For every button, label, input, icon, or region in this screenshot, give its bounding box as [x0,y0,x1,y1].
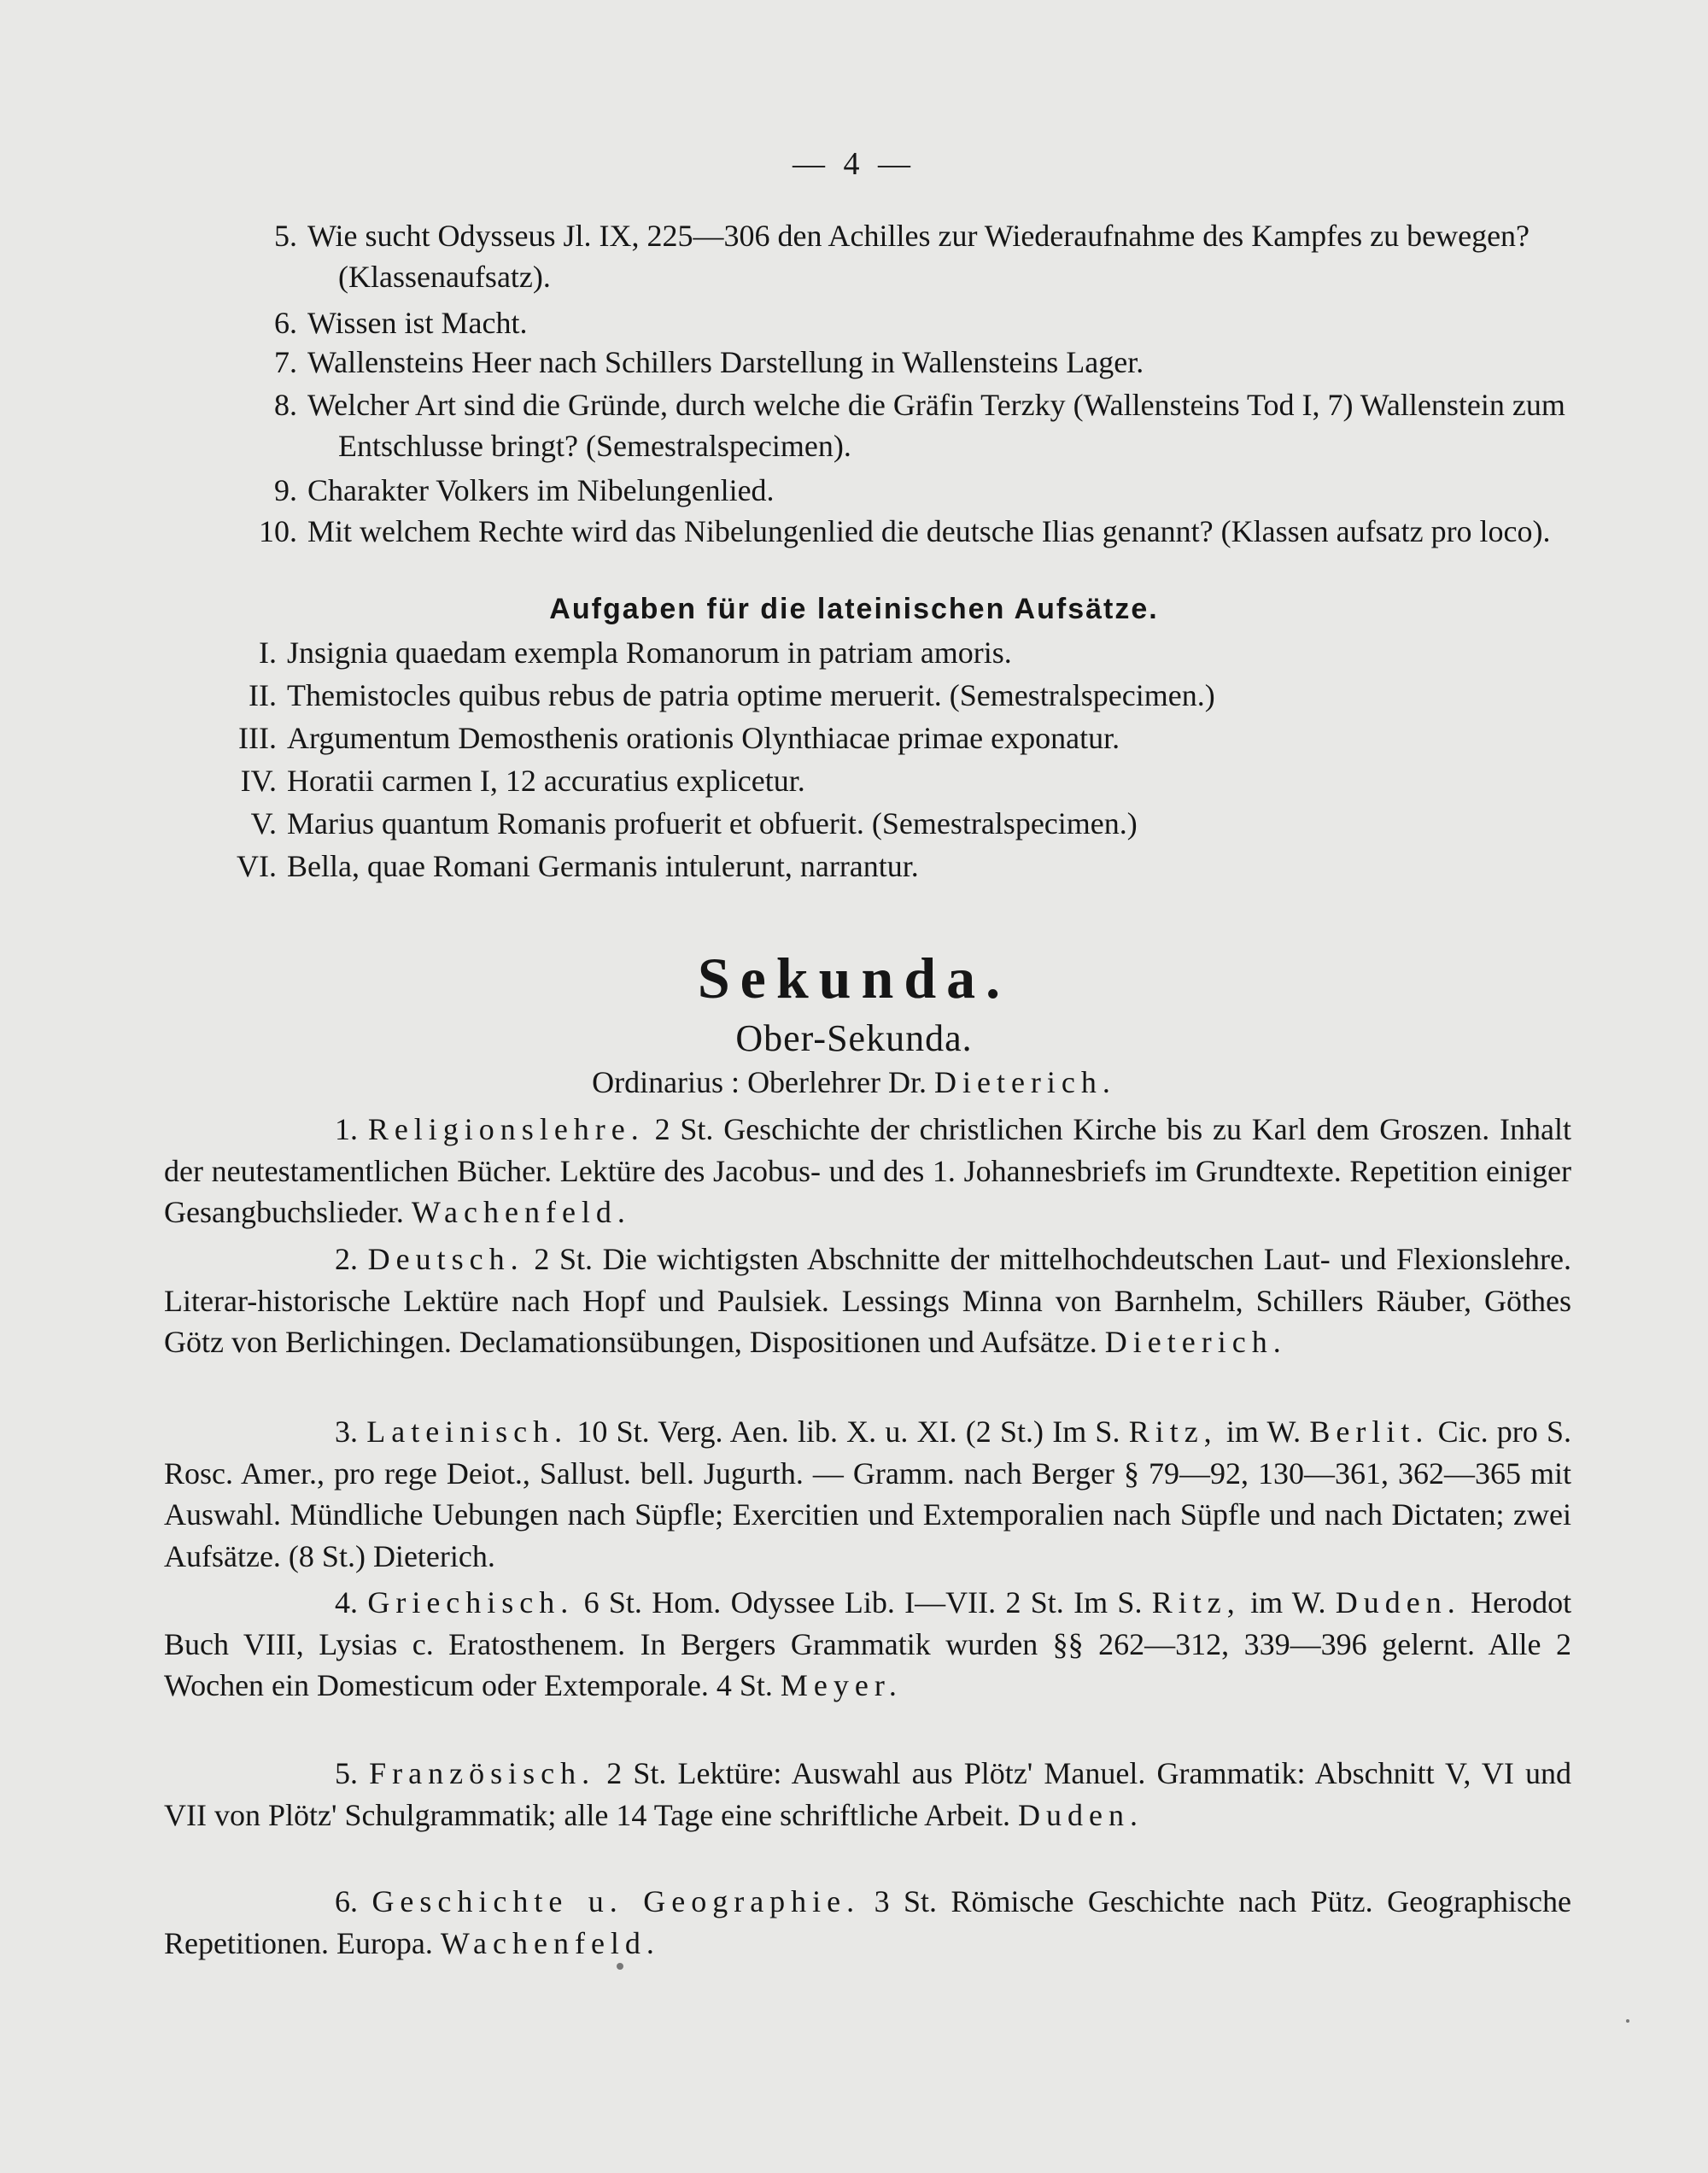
subject-number: 4. [335,1585,358,1620]
subject-number: 3. [335,1414,358,1449]
latin-topic-number: IV. [240,764,277,798]
essay-topic-number: 10. [259,514,297,548]
latin-topic-text: Marius quantum Romanis profuerit et obfuerit. (Semestralspecimen.) [287,806,1138,840]
latin-essays-heading: Aufgaben für die lateinischen Aufsätze. [549,593,1159,625]
essay-topic-number: 5. [274,219,297,253]
subject-number: 5. [335,1756,358,1790]
subject-text: Herodot Buch VIII, Lysias c. Eratosthenem. In Bergers Grammatik wurden §§ 262—312, 339—396 gelernt. Alle 2 Wochen ein Domesticum oder Extemporale. 4 St. [164,1585,1572,1703]
latin-topic-text: Jnsignia quaedam exempla Romanorum in patriam amoris. [287,636,1012,670]
latin-topic-number: V. [250,806,277,840]
latin-topic-3 [238,718,1559,758]
essay-topic-7 [274,342,1580,383]
ink-speck [617,1963,623,1970]
subject-name: Französisch. [369,1756,596,1790]
teacher-name: Ritz, [1128,1414,1218,1449]
subject-french [164,1753,1571,1836]
essay-topic-number: 8. [274,388,297,422]
subject-text: 2 St. Lektüre: Auswahl aus Plötz' Manuel. Grammatik: Abschnitt V, VI und VII von Plötz' Schulgrammatik; alle 14 Tage eine schriftliche Arbeit. [164,1756,1571,1832]
essay-topic-text: Wie sucht Odysseus Jl. IX, 225—306 den Achilles zur Wiederaufnahme des Kampfes zu bewegen? (Klassenaufsatz). [307,219,1530,294]
subject-number: 2. [335,1242,358,1276]
latin-topic-text: Bella, quae Romani Germanis intulerunt, narrantur. [287,849,919,883]
subject-number: 6. [335,1884,358,1918]
section-title: Sekunda. [697,946,1011,1010]
subject-name: Religionslehre. [367,1112,645,1146]
essay-topic-number: 9. [274,473,297,507]
teacher-name: Duden. [1018,1797,1144,1832]
subject-text: 10 St. Verg. Aen. lib. X. u. XI. (2 St.) Im S. [576,1414,1120,1449]
subject-german [164,1239,1571,1363]
subject-greek [164,1582,1571,1707]
subject-name: Geschichte u. Geographie. [371,1884,861,1918]
essay-topic-text: Charakter Volkers im Nibelungenlied. [307,473,775,507]
subject-text: 6 St. Hom. Odyssee Lib. I—VII. 2 St. Im S. [583,1585,1143,1620]
subject-text: 3 St. Römische Geschichte nach Pütz. Geographische Repetitionen. Europa. [164,1884,1571,1960]
subject-history-geography [164,1881,1571,1964]
subsection-title: Ober-Sekunda. [735,1017,973,1059]
teacher-name: Berlit. [1309,1414,1430,1449]
latin-topic-5 [250,803,1559,844]
subject-text: Cic. pro S. Rosc. Amer., pro rege Deiot., Sallust. bell. Jugurth. — Gramm. nach Berger § 79—92, 130—361, 362—365 mit Auswahl. Mündliche Uebungen nach Süpfle; Exercitien und Extemporalien nach Süpfle und nach Dictaten; zwei Aufsätze. (8 St.) [164,1414,1572,1573]
teacher-name: Dieterich. [372,1538,495,1573]
essay-topic-number: 6. [274,306,297,340]
latin-topic-number: VI. [237,849,277,883]
ink-speck [1626,2019,1629,2023]
ordinarius-line [0,1064,1708,1100]
teacher-name: Dieterich. [1104,1325,1287,1360]
latin-topic-2 [249,675,1559,716]
essay-topic-8 [274,384,1580,466]
essay-topic-text: Mit welchem Rechte wird das Nibelungenlied die deutsche Ilias genannt? (Klassen aufsatz pro loco). [307,514,1551,548]
latin-topic-text: Themistocles quibus rebus de patria optime meruerit. (Semestralspecimen.) [287,678,1215,712]
subject-latin [164,1411,1571,1577]
essay-topic-number: 7. [274,345,297,379]
essay-topic-9 [274,470,1580,511]
teacher-name: Wachenfeld. [411,1195,631,1230]
latin-topic-6 [237,846,1559,887]
essay-topic-text: Welcher Art sind die Gründe, durch welche die Gräfin Terzky (Wallensteins Tod I, 7) Wallenstein zum Entschlusse bringt? (Semestralspecimen). [307,388,1565,463]
page-number: — 4 — [793,146,915,182]
subject-text: im W. [1250,1585,1326,1620]
subject-text: im W. [1225,1414,1301,1449]
latin-topic-4 [240,760,1559,801]
subject-text: 2 St. Geschichte der christlichen Kirche bis zu Karl dem Groszen. Inhalt der neutestamentlichen Bücher. Lektüre des Jacobus- und des 1. Johannesbriefs im Grundtexte. Repetition einiger Gesangbuchslieder. [164,1112,1572,1230]
latin-topic-number: II. [249,678,277,712]
latin-topic-number: I. [259,636,277,670]
latin-topic-1 [259,632,1559,673]
teacher-name: Duden. [1335,1585,1461,1620]
ordinarius-label: Ordinarius : Oberlehrer Dr. [592,1065,927,1099]
subject-name: Lateinisch. [366,1414,569,1449]
teacher-name: Meyer. [780,1668,903,1703]
subject-text: 2 St. Die wichtigsten Abschnitte der mittelhochdeutschen Laut- und Flexionslehre. Literar-historische Lektüre nach Hopf und Paulsiek. Lessings Minna von Barnhelm, Schillers Räuber, Göthes Götz von Berlichingen. Declamationsübungen, Dispositionen und Aufsätze. [164,1242,1572,1360]
latin-topic-number: III. [238,721,277,755]
ordinarius-name: Dieterich. [933,1065,1116,1099]
essay-topic-5 [274,215,1580,297]
subject-number: 1. [335,1112,358,1146]
latin-topic-text: Argumentum Demosthenis orationis Olynthiacae primae exponatur. [287,721,1120,755]
essay-topic-10 [259,511,1580,552]
subject-name: Deutsch. [367,1242,524,1276]
subject-name: Griechisch. [367,1585,575,1620]
teacher-name: Wachenfeld. [440,1925,660,1960]
essay-topic-text: Wissen ist Macht. [307,306,528,340]
latin-topic-text: Horatii carmen I, 12 accuratius explicetur. [287,764,805,798]
subject-religion [164,1109,1571,1233]
essay-topic-6 [274,302,1580,343]
teacher-name: Ritz, [1151,1585,1241,1620]
essay-topic-text: Wallensteins Heer nach Schillers Darstellung in Wallensteins Lager. [307,345,1144,379]
